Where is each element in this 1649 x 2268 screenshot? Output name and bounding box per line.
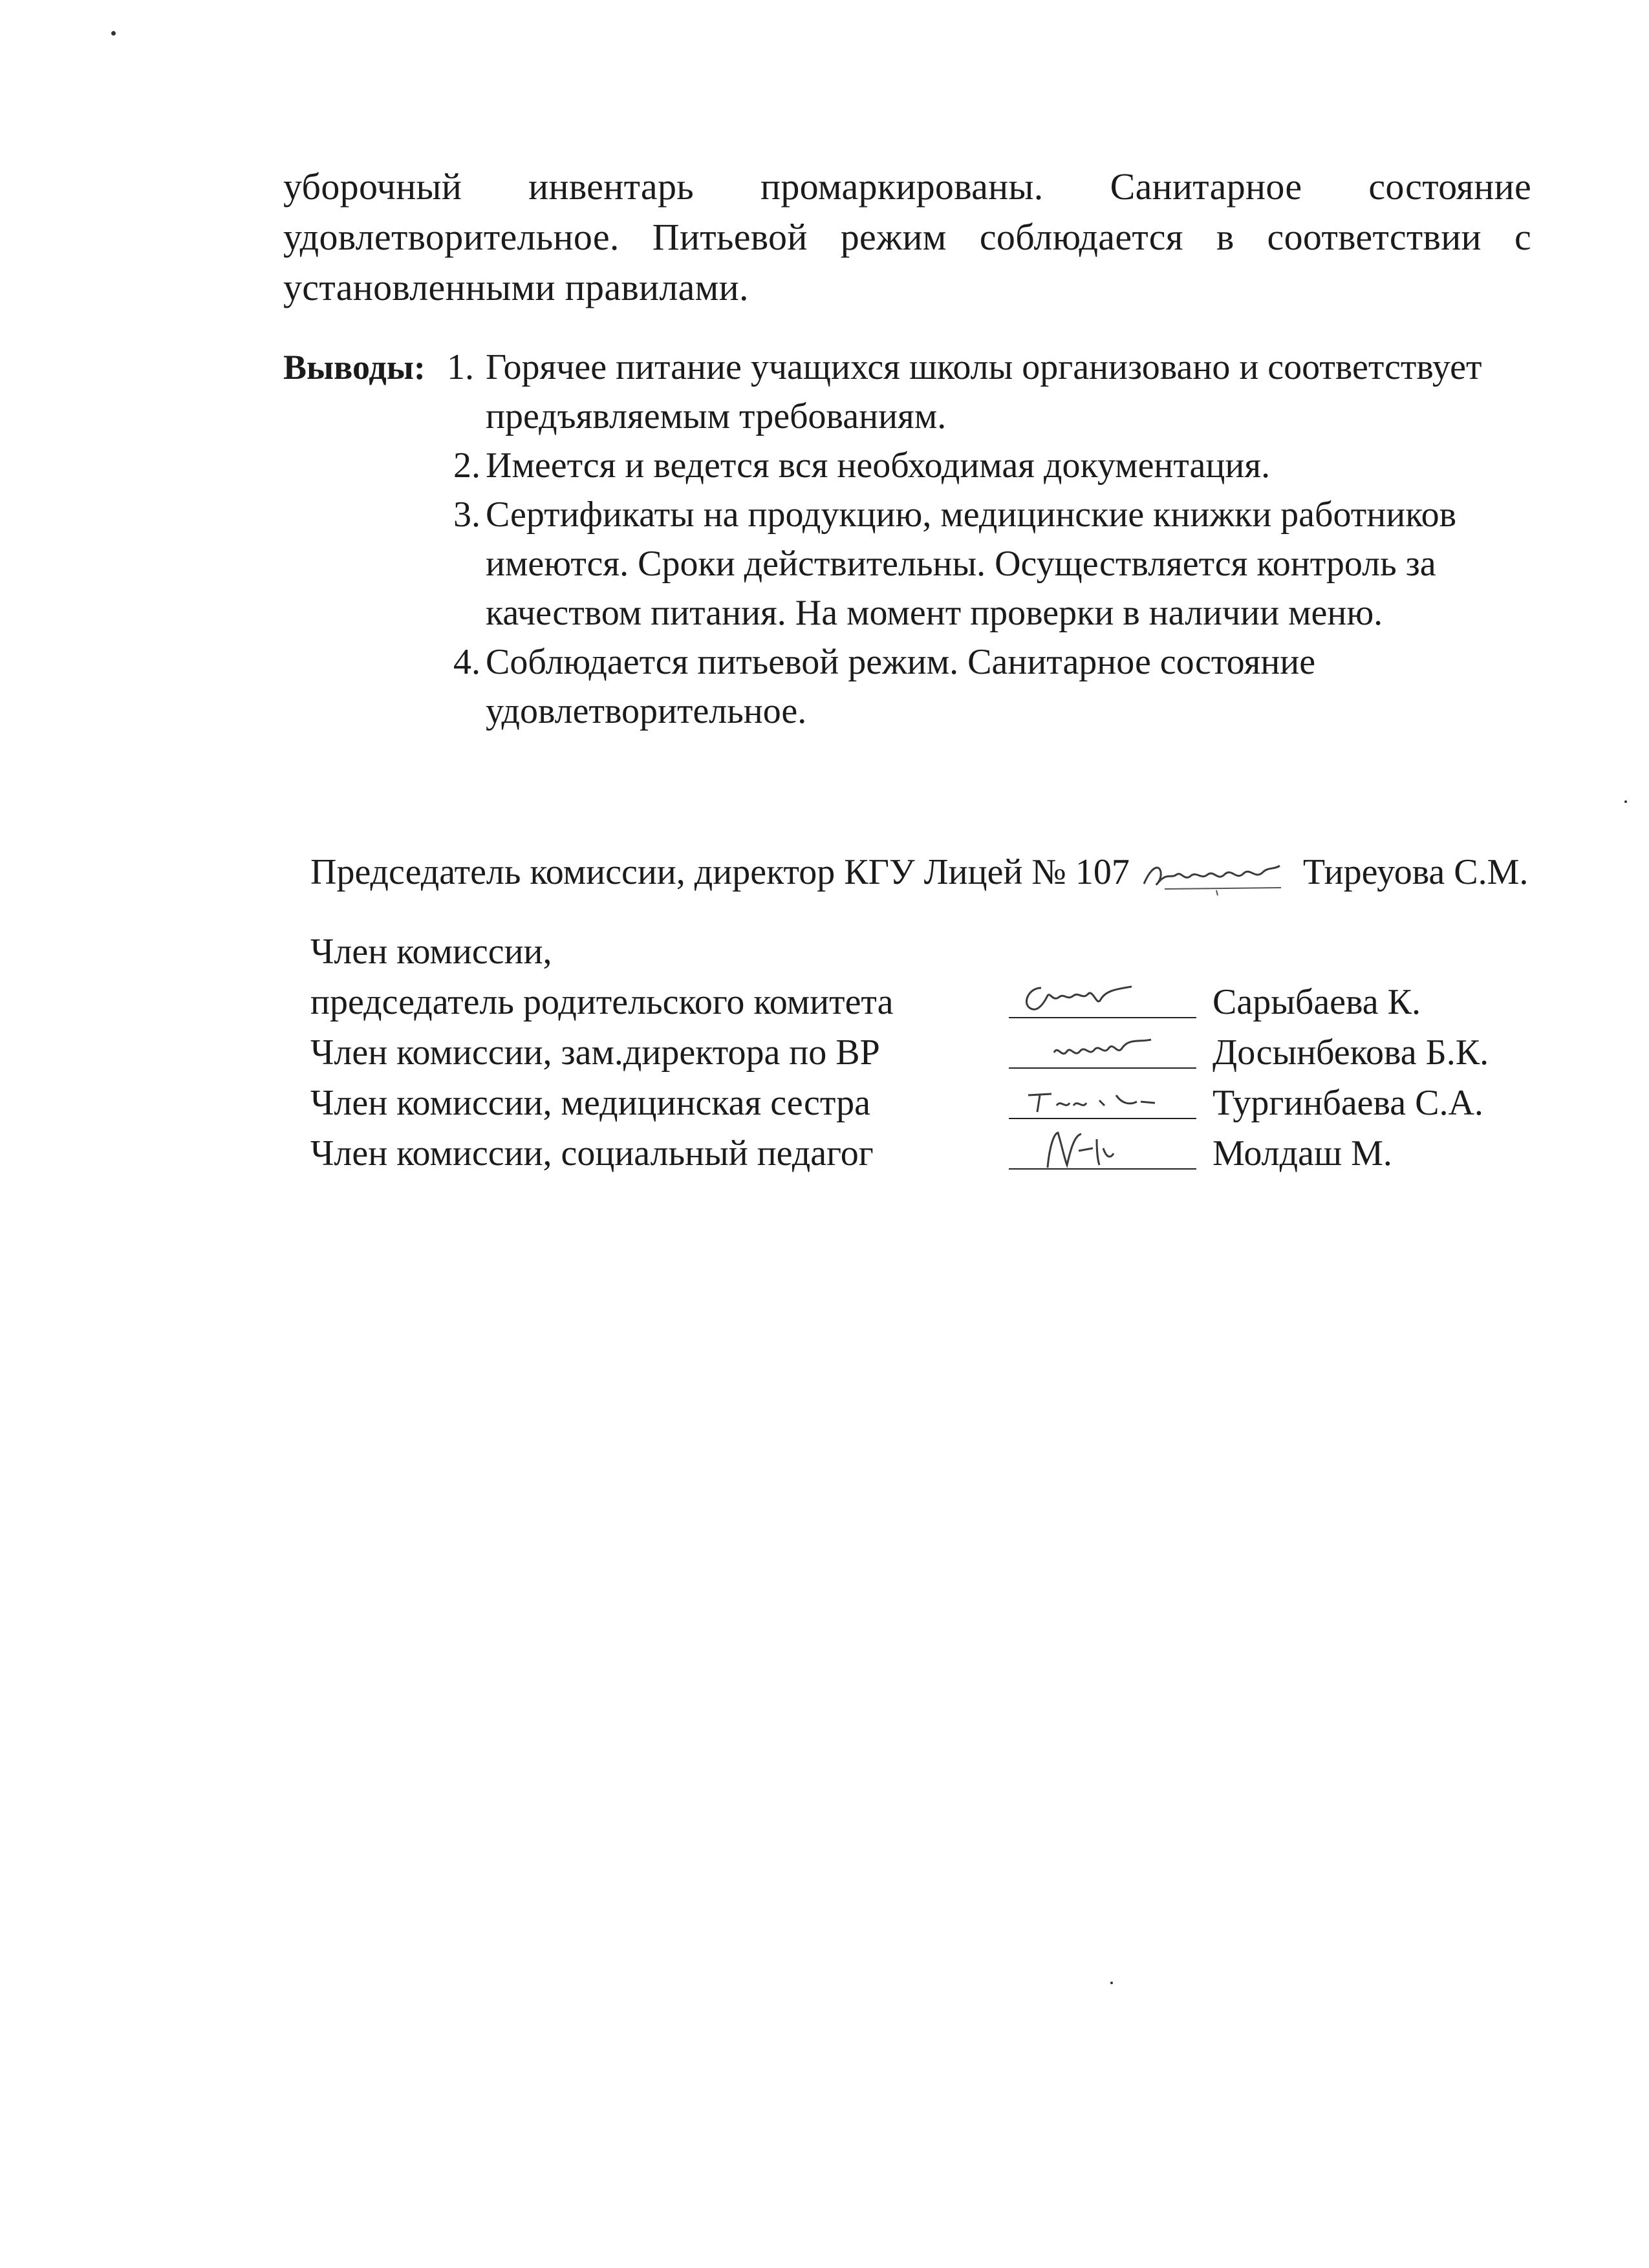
conclusion-number: 4. <box>453 642 480 682</box>
conclusions-label: Выводы: <box>283 348 426 387</box>
conclusion-text: Горячее питание учащихся школы организовано и соответствует предъявляемым требованиям. <box>486 347 1482 436</box>
member-row <box>310 1133 1539 1183</box>
body-paragraph: уборочный инвентарь промаркированы. Санитарное состояние удовлетворительное. Питьевой режим соблюдается в соответствии с установленными правилами. <box>283 166 1531 308</box>
member-signature <box>1002 968 1203 1027</box>
chair-signature-block <box>249 847 1536 898</box>
member-role: председатель родительского комитета <box>310 982 894 1022</box>
scan-speck <box>1110 1982 1113 1984</box>
member-signature <box>1002 1120 1203 1178</box>
conclusion-number: 3. <box>453 495 480 535</box>
chair-name: Тиреуова С.М. <box>1302 852 1529 892</box>
conclusions-list <box>447 343 1527 736</box>
member-role: Член комиссии, социальный педагог <box>310 1133 874 1173</box>
conclusion-item <box>453 441 1533 490</box>
conclusion-text: Имеется и ведется вся необходимая документация. <box>486 445 1271 486</box>
member-name: Тургинбаева С.А. <box>1212 1083 1483 1123</box>
conclusion-item <box>453 637 1533 736</box>
member-row <box>310 981 1539 1032</box>
conclusion-number: 2. <box>453 445 480 486</box>
member-name: Молдаш М. <box>1212 1133 1392 1173</box>
conclusion-text: Соблюдается питьевой режим. Санитарное состояние удовлетворительное. <box>486 642 1316 731</box>
member-signature <box>1002 1019 1203 1077</box>
member-name: Досынбекова Б.К. <box>1212 1032 1489 1073</box>
member-name: Сарыбаева К. <box>1212 982 1421 1022</box>
members-intro-row <box>310 931 1539 981</box>
member-signature <box>1002 1069 1203 1128</box>
scan-speck <box>1624 800 1627 803</box>
scan-speck <box>111 31 116 36</box>
member-role: Член комиссии, медицинская сестра <box>310 1083 870 1123</box>
conclusion-item <box>447 343 1527 441</box>
member-row <box>310 1032 1539 1082</box>
conclusion-item <box>453 490 1533 637</box>
chair-title: Председатель комиссии, директор КГУ Лицей № 107 <box>310 852 1130 892</box>
members-intro: Член комиссии, <box>310 932 552 972</box>
conclusion-number: 1. <box>447 347 474 387</box>
chair-signature <box>1139 853 1294 898</box>
conclusion-text: Сертификаты на продукцию, медицинские книжки работников имеются. Сроки действительны. Осуществляется контроль за качеством питания. На момент проверки в наличии меню. <box>486 495 1457 633</box>
member-role: Член комиссии, зам.директора по ВР <box>310 1032 880 1073</box>
member-row <box>310 1082 1539 1133</box>
